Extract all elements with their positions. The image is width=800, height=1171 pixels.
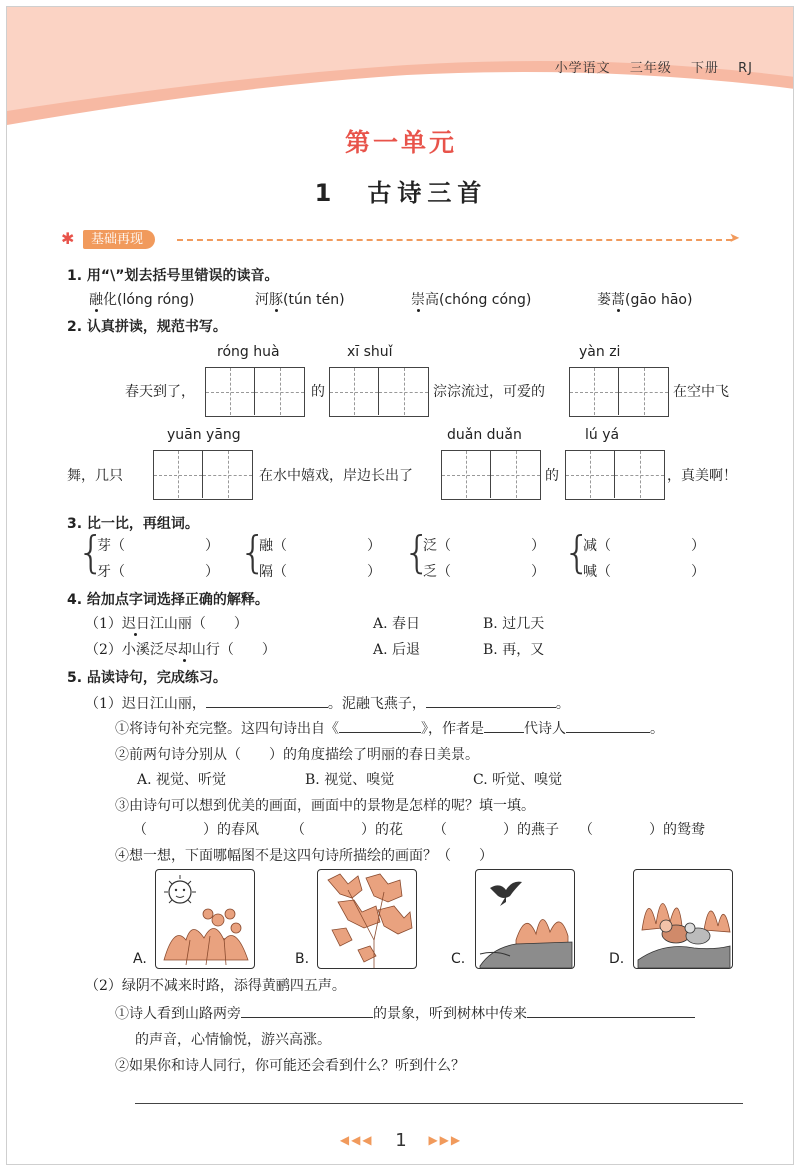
falling-leaves-icon	[318, 870, 417, 969]
edition: RJ	[738, 61, 753, 76]
q3-item: 减（ ）	[583, 538, 705, 554]
q3-item: 乏（ ）	[423, 564, 545, 580]
pic-label-c: C.	[451, 951, 466, 967]
q5-2-option-a[interactable]: A. 视觉、听觉	[137, 772, 227, 788]
mandarin-ducks-icon	[634, 870, 733, 969]
q2-text-5: 舞，几只	[67, 468, 123, 484]
q2-text-7: 的	[545, 468, 559, 484]
writing-grid-xishui[interactable]	[329, 367, 429, 417]
q3-item: 喊（ ）	[583, 564, 705, 580]
q2-text-3: 淙淙流过，可爱的	[433, 384, 545, 400]
question-4-title: 4. 给加点字词选择正确的解释。	[67, 592, 269, 608]
brace: {	[239, 527, 267, 578]
q5-p2-sub-2: ②如果你和诗人同行，你可能还会看到什么？听到什么？	[115, 1058, 465, 1074]
q3-item: 牙（ ）	[97, 564, 219, 580]
q2-text-1: 春天到了，	[125, 384, 195, 400]
q5-sub-4: ④想一想，下面哪幅图不是这四句诗所描绘的画面？（ ）	[115, 848, 493, 864]
fill-swallows[interactable]: （ ）的燕子	[433, 822, 559, 838]
q3-item: 芽（ ）	[97, 538, 219, 554]
fill-flowers[interactable]: （ ）的花	[291, 822, 403, 838]
poet-blank[interactable]	[566, 719, 650, 733]
q5-sub-2: ②前两句诗分别从（ ）的角度描绘了明丽的春日美景。	[115, 747, 479, 763]
question-1-title: 1. 用“\”划去括号里错误的读音。	[67, 268, 279, 284]
q5-sub-3: ③由诗句可以想到优美的画面，画面中的景物是怎样的呢？填一填。	[115, 798, 535, 814]
writing-grid-yuanyang[interactable]	[153, 450, 253, 500]
picture-c[interactable]	[475, 869, 575, 969]
dynasty-blank[interactable]	[484, 719, 524, 733]
q1-item-3: 崇高(chóng cóng)	[411, 292, 532, 308]
q2-text-4: 在空中飞	[673, 384, 729, 400]
volume: 下册	[690, 61, 719, 76]
brace: {	[563, 527, 591, 578]
question-2-title: 2. 认真拼读，规范书写。	[67, 319, 227, 335]
right-arrows-icon: ▶▶▶	[428, 1133, 463, 1147]
q1-item-2: 河豚(tún tén)	[255, 292, 345, 308]
q4-1-option-b[interactable]: B. 过几天	[483, 616, 545, 632]
swallow-icon	[476, 870, 575, 969]
pic-label-d: D.	[609, 951, 625, 967]
q3-item: 泛（ ）	[423, 538, 545, 554]
q3-item: 隔（ ）	[259, 564, 381, 580]
question-5-title: 5. 品读诗句，完成练习。	[67, 670, 227, 686]
writing-grid-yanzi[interactable]	[569, 367, 669, 417]
brace: {	[403, 527, 431, 578]
q5-p2-sub-1-cont: 的声音，心情愉悦，游兴高涨。	[135, 1032, 331, 1048]
star-icon: ✱	[61, 229, 75, 248]
page-footer	[7, 1129, 794, 1151]
answer-line[interactable]	[135, 1103, 743, 1104]
q4-2-option-b[interactable]: B. 再，又	[483, 642, 545, 658]
poem-blank-1[interactable]	[206, 694, 328, 708]
pinyin-duanduan: duǎn duǎn	[447, 427, 522, 443]
grade: 三年级	[629, 61, 672, 76]
pinyin-luya: lú yá	[585, 427, 620, 443]
fill-spring-wind[interactable]: （ ）的春风	[133, 822, 259, 838]
sound-blank[interactable]	[527, 1004, 695, 1018]
q1-item-4: 蒌蒿(gāo hāo)	[597, 292, 693, 308]
picture-a[interactable]	[155, 869, 255, 969]
left-arrows-icon: ◀◀◀	[339, 1133, 374, 1147]
section-tag	[61, 229, 155, 249]
scene-blank[interactable]	[241, 1004, 373, 1018]
lesson-title: 1 古诗三首	[314, 179, 488, 207]
writing-grid-luya[interactable]	[565, 450, 665, 500]
pinyin-yanzi: yàn zi	[579, 344, 621, 360]
q5-p2-sub-1: ①诗人看到山路两旁 的景象，听到树林中传来	[115, 1003, 695, 1023]
fill-ducks[interactable]: （ ）的鸳鸯	[579, 822, 705, 838]
subject: 小学语文	[554, 61, 611, 76]
q5-poem-line: （1）迟日江山丽， 。泥融飞燕子， 。	[85, 696, 570, 712]
q2-text-2: 的	[311, 384, 325, 400]
pinyin-ronghua: róng huà	[217, 344, 280, 360]
unit-title: 第一单元	[344, 128, 457, 157]
question-3-title: 3. 比一比，再组词。	[67, 516, 199, 532]
pinyin-yuanyang: yuān yāng	[167, 427, 241, 443]
page-number: 1	[395, 1129, 407, 1151]
brace: {	[77, 527, 105, 578]
section-label: 基础再现	[83, 230, 155, 249]
q4-item-2: （2）小溪泛尽却山行（ ）	[85, 642, 276, 658]
q5-2-option-b[interactable]: B. 视觉、嗅觉	[305, 772, 395, 788]
workbook-page	[6, 6, 794, 1165]
q5-2-option-c[interactable]: C. 听觉、嗅觉	[473, 772, 563, 788]
poem-blank-2[interactable]	[426, 694, 556, 708]
pic-label-b: B.	[295, 951, 310, 967]
q5-sub-1: ①将诗句补充完整。这四句诗出自《 》，作者是 代诗人 。	[115, 721, 664, 737]
q4-2-option-a[interactable]: A. 后退	[373, 642, 421, 658]
pinyin-xishui: xī shuǐ	[347, 344, 393, 360]
arrow-right-icon: ➤	[729, 231, 740, 246]
book-info	[541, 57, 753, 76]
writing-grid-ronghua[interactable]	[205, 367, 305, 417]
q5-poem-2: （2）绿阴不减来时路，添得黄鹂四五声。	[85, 978, 346, 994]
sun-flowers-icon	[156, 870, 255, 969]
q2-text-6: 在水中嬉戏，岸边长出了	[259, 468, 413, 484]
q2-text-8: ，真美啊！	[667, 468, 737, 484]
q4-1-option-a[interactable]: A. 春日	[373, 616, 421, 632]
picture-b[interactable]	[317, 869, 417, 969]
section-divider	[177, 239, 732, 241]
picture-d[interactable]	[633, 869, 733, 969]
q1-item-1: 融化(lóng róng)	[89, 292, 195, 308]
q4-item-1: （1）迟日江山丽（ ）	[85, 616, 248, 632]
pic-label-a: A.	[133, 951, 147, 967]
q3-item: 融（ ）	[259, 538, 381, 554]
source-blank[interactable]	[339, 719, 421, 733]
writing-grid-duanduan[interactable]	[441, 450, 541, 500]
